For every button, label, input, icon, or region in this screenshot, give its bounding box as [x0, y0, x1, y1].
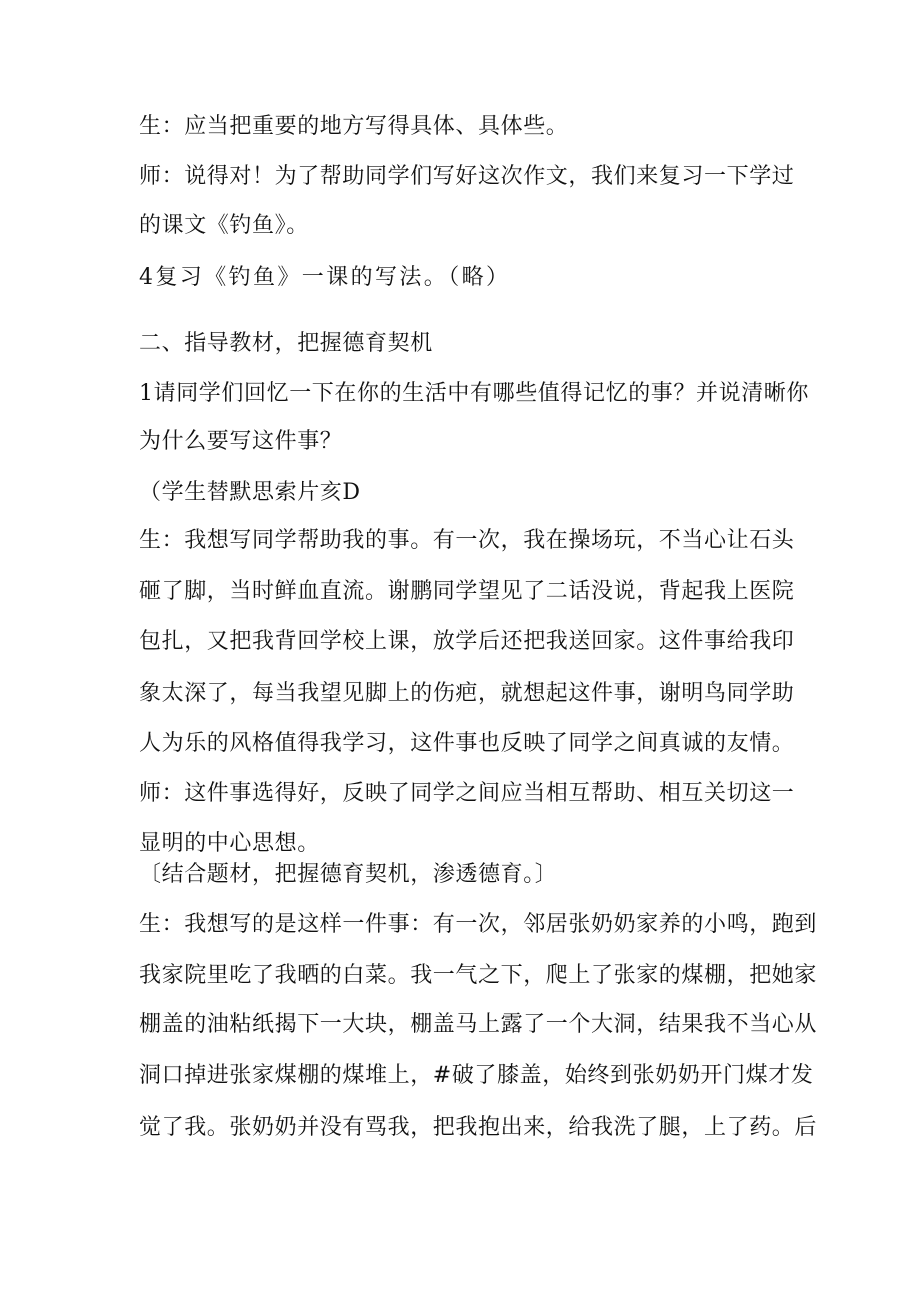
- text-line: 象太深了，每当我望见脚上的伤疤，就想起这件事，谢明鸟同学助: [139, 681, 795, 706]
- text-line: 包扎，又把我背回学校上课，放学后还把我送回家。这件事给我印: [139, 629, 795, 654]
- text-line-stage-note: （学生替默思索片亥D: [139, 480, 361, 505]
- text-line: 觉了我。张奶奶并没有骂我，把我抱出来，给我洗了腿，上了药。后: [139, 1115, 818, 1140]
- text-line-question: 1请同学们回忆一下在你的生活中有哪些值得记忆的事？并说清晰你: [139, 381, 809, 406]
- text-line-student-answer: 生：我想写同学帮助我的事。有一次，我在操场玩，不当心让石头: [139, 528, 795, 553]
- text-line-teacher-remark: 师：这件事选得好，反映了同学之间应当相互帮助、相互关切这一: [139, 781, 795, 806]
- text-line-teacher-remark: 师：说得对！为了帮助同学们写好这次作文，我们来复习一下学过: [139, 164, 795, 189]
- text-line: 为什么要写这件事？: [139, 429, 343, 454]
- text-line-student-answer: 生：应当把重要的地方写得具体、具体些。: [139, 114, 569, 139]
- section-heading: 二、指导教材，把握德育契机: [139, 331, 433, 356]
- text-line: 我家院里吃了我晒的白菜。我一气之下，爬上了张家的煤棚，把她家: [139, 963, 818, 988]
- text-line: 的课文《钓鱼》。: [139, 213, 309, 238]
- text-line-review-step: 4复习《钓鱼》一课的写法。（略）: [139, 265, 511, 290]
- text-line: 人为乐的风格值得我学习，这件事也反映了同学之间真诚的友情。: [139, 731, 795, 756]
- text-line-student-answer: 生：我想写的是这样一件事：有一次，邻居张奶奶家养的小鸣，跑到: [139, 912, 818, 937]
- text-line-bracket-note: 〔结合题材，把握德育契机，渗透德育。〕: [139, 862, 558, 887]
- text-line: 砸了脚，当时鲜血直流。谢鹏同学望见了二话没说，背起我上医院: [139, 579, 795, 604]
- text-line: 棚盖的油粘纸揭下一大块，棚盖马上露了一个大洞，结果我不当心从: [139, 1012, 818, 1037]
- text-line: 洞口掉进张家煤棚的煤堆上，#破了膝盖，始终到张奶奶开门煤才发: [139, 1063, 814, 1088]
- text-line: 显明的中心思想。: [139, 831, 320, 856]
